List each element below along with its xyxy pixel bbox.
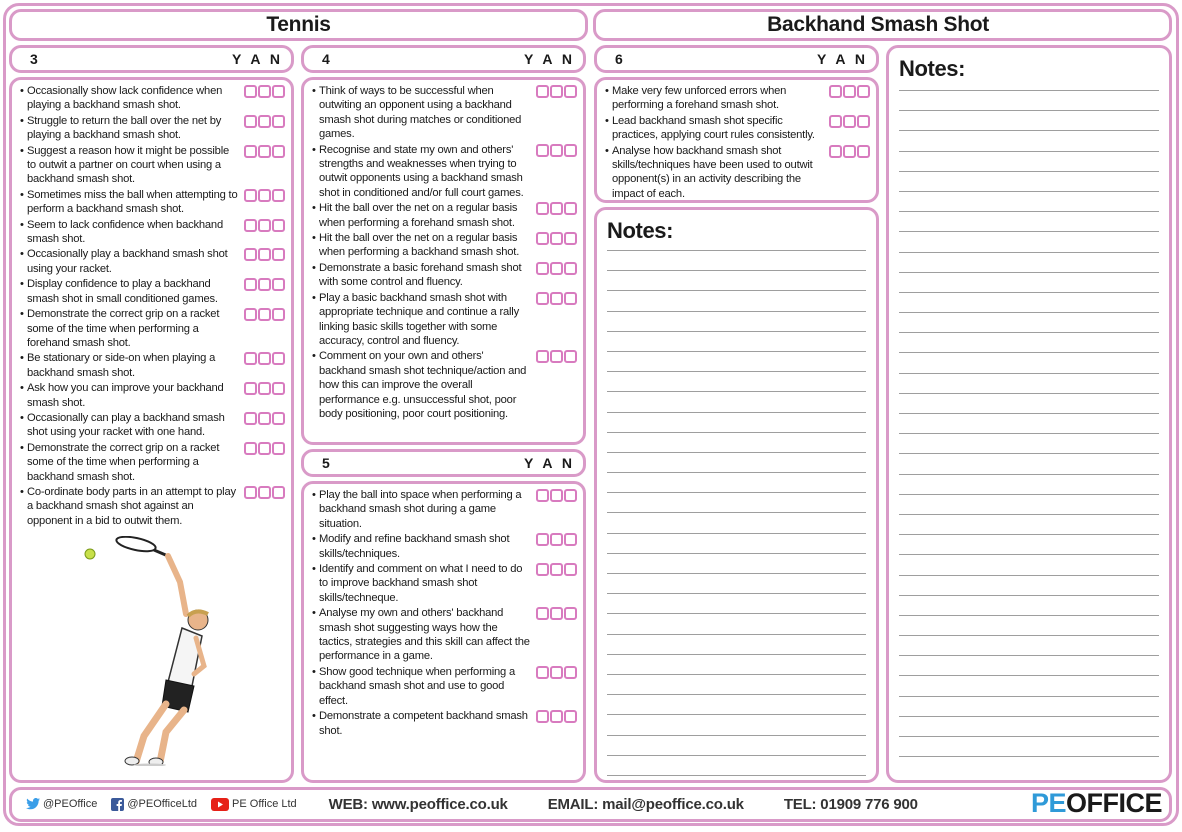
checkbox-almost[interactable] bbox=[843, 115, 856, 128]
criterion-row bbox=[312, 665, 577, 708]
note-line[interactable] bbox=[899, 393, 1159, 394]
level6-list bbox=[597, 80, 876, 201]
criterion-text: • Analyse how backhand smash shot skills/techniques have been used to outwit opponent(s) in an activity describing the impact of each. bbox=[605, 144, 825, 202]
criterion-row bbox=[605, 84, 870, 113]
checkbox-yes[interactable] bbox=[536, 666, 549, 679]
level5-list bbox=[304, 484, 583, 738]
level6-panel bbox=[594, 77, 879, 203]
checkbox-no[interactable] bbox=[272, 85, 285, 98]
note-line[interactable] bbox=[607, 735, 866, 736]
criterion-row bbox=[605, 114, 870, 143]
criterion-row bbox=[312, 349, 577, 421]
yan-checkboxes bbox=[536, 202, 577, 215]
note-line[interactable] bbox=[607, 755, 866, 756]
yan-checkboxes bbox=[536, 489, 577, 502]
criterion-text: • Seem to lack confidence when backhand smash shot. bbox=[20, 218, 240, 247]
criterion-text: • Occasionally play a backhand smash shot using your racket. bbox=[20, 247, 240, 276]
checkbox-no[interactable] bbox=[564, 533, 577, 546]
note-line[interactable] bbox=[899, 231, 1159, 232]
note-line[interactable] bbox=[899, 110, 1159, 111]
checkbox-no[interactable] bbox=[272, 278, 285, 291]
yan-checkboxes bbox=[244, 442, 285, 455]
criterion-text: • Demonstrate the correct grip on a racket some of the time when performing a backhand smash shot. bbox=[20, 441, 240, 484]
criterion-row bbox=[312, 532, 577, 561]
note-line[interactable] bbox=[607, 432, 866, 433]
checkbox-no[interactable] bbox=[272, 219, 285, 232]
criterion-row bbox=[20, 218, 285, 247]
level5-panel bbox=[301, 481, 586, 783]
criterion-text: • Demonstrate a basic forehand smash shot with some control and fluency. bbox=[312, 261, 532, 290]
note-line[interactable] bbox=[607, 714, 866, 715]
note-line[interactable] bbox=[607, 311, 866, 312]
note-line[interactable] bbox=[899, 191, 1159, 192]
checkbox-no[interactable] bbox=[272, 308, 285, 321]
level4-list bbox=[304, 80, 583, 421]
checkbox-almost[interactable] bbox=[258, 442, 271, 455]
note-line[interactable] bbox=[899, 272, 1159, 273]
checkbox-no[interactable] bbox=[564, 292, 577, 305]
tennis-player-illustration bbox=[84, 536, 224, 766]
note-line[interactable] bbox=[899, 211, 1159, 212]
checkbox-no[interactable] bbox=[857, 85, 870, 98]
checkbox-almost[interactable] bbox=[550, 666, 563, 679]
criterion-text: • Ask how you can improve your backhand smash shot. bbox=[20, 381, 240, 410]
note-line[interactable] bbox=[899, 130, 1159, 131]
note-line[interactable] bbox=[899, 373, 1159, 374]
note-line[interactable] bbox=[607, 775, 866, 776]
note-line[interactable] bbox=[899, 494, 1159, 495]
checkbox-yes[interactable] bbox=[244, 486, 257, 499]
yan-checkboxes bbox=[244, 219, 285, 232]
checkbox-yes[interactable] bbox=[829, 115, 842, 128]
yan-checkboxes bbox=[536, 563, 577, 576]
note-line[interactable] bbox=[899, 453, 1159, 454]
note-line[interactable] bbox=[899, 534, 1159, 535]
notes-title-right: Notes: bbox=[899, 56, 966, 81]
checkbox-almost[interactable] bbox=[550, 232, 563, 245]
yan-checkboxes bbox=[536, 144, 577, 157]
checkbox-almost[interactable] bbox=[258, 308, 271, 321]
twitter-link[interactable] bbox=[26, 798, 97, 810]
note-line[interactable] bbox=[607, 371, 866, 372]
criterion-row bbox=[312, 606, 577, 664]
yan-checkboxes bbox=[244, 352, 285, 365]
checkbox-no[interactable] bbox=[564, 489, 577, 502]
checkbox-yes[interactable] bbox=[244, 412, 257, 425]
checkbox-yes[interactable] bbox=[244, 278, 257, 291]
criterion-text: • Lead backhand smash shot specific practices, applying court rules consistently. bbox=[605, 114, 825, 143]
note-line[interactable] bbox=[899, 514, 1159, 515]
note-line[interactable] bbox=[899, 90, 1159, 91]
criterion-text: • Demonstrate a competent backhand smash shot. bbox=[312, 709, 532, 738]
yan-checkboxes bbox=[244, 85, 285, 98]
note-line[interactable] bbox=[607, 553, 866, 554]
criterion-row bbox=[20, 84, 285, 113]
telephone: TEL: 01909 776 900 bbox=[783, 795, 918, 813]
level3-number: 3 bbox=[30, 51, 38, 67]
level6-number: 6 bbox=[615, 51, 623, 67]
criterion-row bbox=[312, 143, 577, 201]
checkbox-yes[interactable] bbox=[536, 563, 549, 576]
note-line[interactable] bbox=[899, 332, 1159, 333]
checkbox-no[interactable] bbox=[564, 232, 577, 245]
checkbox-almost[interactable] bbox=[550, 533, 563, 546]
criterion-row bbox=[20, 411, 285, 440]
yan-checkboxes bbox=[829, 115, 870, 128]
criterion-row bbox=[312, 84, 577, 142]
note-line[interactable] bbox=[899, 696, 1159, 697]
criterion-text: • Think of ways to be successful when outwiting an opponent using a backhand smash shot during matches or conditioned games. bbox=[312, 84, 532, 142]
facebook-handle: @PEOfficeLtd bbox=[127, 798, 198, 810]
note-line[interactable] bbox=[607, 452, 866, 453]
website[interactable]: WEB: www.peoffice.co.uk bbox=[328, 795, 508, 813]
criterion-text: • Display confidence to play a backhand smash shot in small conditioned games. bbox=[20, 277, 240, 306]
criterion-text: • Suggest a reason how it might be possible to outwit a partner on court when using a backhand smash shot. bbox=[20, 144, 240, 187]
checkbox-almost[interactable] bbox=[550, 563, 563, 576]
criterion-row bbox=[20, 441, 285, 484]
note-line[interactable] bbox=[607, 593, 866, 594]
checkbox-almost[interactable] bbox=[258, 382, 271, 395]
yan-checkboxes bbox=[244, 308, 285, 321]
peoffice-logo: PEOFFICE bbox=[1030, 788, 1162, 818]
note-line[interactable] bbox=[899, 413, 1159, 414]
checkbox-almost[interactable] bbox=[843, 85, 856, 98]
checkbox-yes[interactable] bbox=[244, 145, 257, 158]
checkbox-yes[interactable] bbox=[244, 189, 257, 202]
skill-title: Backhand Smash Shot bbox=[767, 13, 989, 36]
footer bbox=[8, 786, 1174, 822]
checkbox-no[interactable] bbox=[564, 563, 577, 576]
note-line[interactable] bbox=[899, 252, 1159, 253]
yan-checkboxes bbox=[244, 145, 285, 158]
checkbox-yes[interactable] bbox=[536, 202, 549, 215]
checkbox-almost[interactable] bbox=[550, 710, 563, 723]
note-line[interactable] bbox=[607, 331, 866, 332]
checkbox-yes[interactable] bbox=[244, 115, 257, 128]
level4-number: 4 bbox=[322, 51, 330, 67]
level5-header bbox=[301, 449, 586, 477]
checkbox-no[interactable] bbox=[564, 85, 577, 98]
checkbox-yes[interactable] bbox=[244, 308, 257, 321]
level6-header bbox=[594, 45, 879, 73]
criterion-row bbox=[20, 188, 285, 217]
criterion-text: • Play a basic backhand smash shot with appropriate technique and continue a rally linking basic skills together with some accuracy, control and fluency. bbox=[312, 291, 532, 349]
checkbox-almost[interactable] bbox=[550, 144, 563, 157]
checkbox-almost[interactable] bbox=[550, 202, 563, 215]
note-line[interactable] bbox=[607, 694, 866, 695]
notes-lines-middle bbox=[607, 250, 866, 776]
checkbox-yes[interactable] bbox=[244, 248, 257, 261]
checkbox-yes[interactable] bbox=[536, 533, 549, 546]
notes-panel-middle bbox=[594, 207, 879, 783]
level4-yan: Y A N bbox=[523, 51, 575, 67]
checkbox-yes[interactable] bbox=[536, 607, 549, 620]
note-line[interactable] bbox=[899, 615, 1159, 616]
criterion-text: • Recognise and state my own and others' strengths and weaknesses when trying to outwit opponents using a backhand smash shot in conditioned and/or full court games. bbox=[312, 143, 532, 201]
checkbox-almost[interactable] bbox=[843, 145, 856, 158]
checkbox-yes[interactable] bbox=[244, 382, 257, 395]
yan-checkboxes bbox=[536, 666, 577, 679]
criterion-text: • Be stationary or side-on when playing a backhand smash shot. bbox=[20, 351, 240, 380]
note-line[interactable] bbox=[899, 292, 1159, 293]
note-line[interactable] bbox=[899, 736, 1159, 737]
criterion-row bbox=[312, 201, 577, 230]
checkbox-no[interactable] bbox=[564, 710, 577, 723]
checkbox-no[interactable] bbox=[272, 442, 285, 455]
checkbox-almost[interactable] bbox=[258, 219, 271, 232]
note-line[interactable] bbox=[607, 533, 866, 534]
note-line[interactable] bbox=[607, 412, 866, 413]
checkbox-almost[interactable] bbox=[258, 248, 271, 261]
note-line[interactable] bbox=[899, 595, 1159, 596]
yan-checkboxes bbox=[244, 278, 285, 291]
note-line[interactable] bbox=[899, 433, 1159, 434]
yan-checkboxes bbox=[244, 248, 285, 261]
checkbox-yes[interactable] bbox=[536, 292, 549, 305]
yan-checkboxes bbox=[829, 85, 870, 98]
note-line[interactable] bbox=[899, 474, 1159, 475]
twitter-icon bbox=[26, 798, 40, 810]
yan-checkboxes bbox=[536, 292, 577, 305]
note-line[interactable] bbox=[607, 250, 866, 251]
criterion-row bbox=[20, 144, 285, 187]
level6-yan: Y A N bbox=[816, 51, 868, 67]
level3-header bbox=[9, 45, 294, 73]
yan-checkboxes bbox=[244, 486, 285, 499]
youtube-link[interactable] bbox=[211, 798, 297, 811]
checkbox-yes[interactable] bbox=[244, 352, 257, 365]
criterion-text: • Co-ordinate body parts in an attempt to play a backhand smash shot against an opponent in a bid to outwit them. bbox=[20, 485, 240, 528]
yan-checkboxes bbox=[244, 382, 285, 395]
yan-checkboxes bbox=[536, 232, 577, 245]
checkbox-almost[interactable] bbox=[550, 85, 563, 98]
yan-checkboxes bbox=[536, 607, 577, 620]
note-line[interactable] bbox=[899, 716, 1159, 717]
checkbox-no[interactable] bbox=[272, 248, 285, 261]
checkbox-yes[interactable] bbox=[536, 489, 549, 502]
checkbox-almost[interactable] bbox=[258, 145, 271, 158]
checkbox-yes[interactable] bbox=[536, 710, 549, 723]
criterion-row bbox=[312, 261, 577, 290]
note-line[interactable] bbox=[607, 613, 866, 614]
criterion-text: • Comment on your own and others' backhand smash shot technique/action and how this can improve the overall performance e.g. unsuccessful shot, poor body positioning, poor court positioning. bbox=[312, 349, 532, 421]
yan-checkboxes bbox=[536, 262, 577, 275]
criterion-text: • Play the ball into space when performing a backhand smash shot during a game situation. bbox=[312, 488, 532, 531]
level4-header bbox=[301, 45, 586, 73]
note-line[interactable] bbox=[899, 635, 1159, 636]
criterion-row bbox=[20, 114, 285, 143]
youtube-icon bbox=[211, 798, 229, 811]
email[interactable]: EMAIL: mail@peoffice.co.uk bbox=[547, 795, 744, 813]
criterion-row bbox=[20, 277, 285, 306]
checkbox-yes[interactable] bbox=[536, 232, 549, 245]
yan-checkboxes bbox=[244, 412, 285, 425]
note-line[interactable] bbox=[899, 151, 1159, 152]
criterion-text: • Sometimes miss the ball when attempting to perform a backhand smash shot. bbox=[20, 188, 240, 217]
note-line[interactable] bbox=[607, 654, 866, 655]
checkbox-no[interactable] bbox=[272, 486, 285, 499]
note-line[interactable] bbox=[899, 575, 1159, 576]
checkbox-almost[interactable] bbox=[258, 352, 271, 365]
criterion-text: • Modify and refine backhand smash shot skills/techniques. bbox=[312, 532, 532, 561]
checkbox-no[interactable] bbox=[272, 115, 285, 128]
note-line[interactable] bbox=[607, 391, 866, 392]
checkbox-almost[interactable] bbox=[258, 115, 271, 128]
checkbox-almost[interactable] bbox=[258, 85, 271, 98]
checkbox-yes[interactable] bbox=[536, 262, 549, 275]
checkbox-yes[interactable] bbox=[536, 85, 549, 98]
level3-panel bbox=[9, 77, 294, 783]
level3-yan: Y A N bbox=[231, 51, 283, 67]
facebook-link[interactable] bbox=[111, 798, 197, 811]
criterion-row bbox=[605, 144, 870, 202]
criterion-row bbox=[312, 709, 577, 738]
checkbox-yes[interactable] bbox=[244, 219, 257, 232]
note-line[interactable] bbox=[899, 171, 1159, 172]
criterion-text: • Analyse my own and others' backhand smash shot suggesting ways how the tactics, strategies and this skill can affect the performance in a game. bbox=[312, 606, 532, 664]
note-line[interactable] bbox=[607, 472, 866, 473]
checkbox-almost[interactable] bbox=[258, 278, 271, 291]
level4-panel bbox=[301, 77, 586, 445]
skill-title-box bbox=[593, 9, 1172, 41]
note-line[interactable] bbox=[899, 675, 1159, 676]
note-line[interactable] bbox=[607, 674, 866, 675]
criterion-text: • Demonstrate the correct grip on a racket some of the time when performing a forehand smash shot. bbox=[20, 307, 240, 350]
checkbox-almost[interactable] bbox=[550, 489, 563, 502]
note-line[interactable] bbox=[899, 312, 1159, 313]
yan-checkboxes bbox=[244, 189, 285, 202]
criterion-row bbox=[312, 562, 577, 605]
note-line[interactable] bbox=[607, 492, 866, 493]
checkbox-no[interactable] bbox=[564, 262, 577, 275]
note-line[interactable] bbox=[899, 352, 1159, 353]
checkbox-almost[interactable] bbox=[550, 292, 563, 305]
checkbox-no[interactable] bbox=[564, 144, 577, 157]
checkbox-almost[interactable] bbox=[550, 607, 563, 620]
notes-panel-right bbox=[886, 45, 1172, 783]
checkbox-almost[interactable] bbox=[258, 412, 271, 425]
note-line[interactable] bbox=[607, 270, 866, 271]
checkbox-no[interactable] bbox=[272, 352, 285, 365]
note-line[interactable] bbox=[607, 512, 866, 513]
criterion-text: • Occasionally show lack confidence when playing a backhand smash shot. bbox=[20, 84, 240, 113]
criterion-row bbox=[312, 231, 577, 260]
note-line[interactable] bbox=[899, 756, 1159, 757]
criterion-row bbox=[20, 247, 285, 276]
checkbox-no[interactable] bbox=[564, 607, 577, 620]
note-line[interactable] bbox=[607, 351, 866, 352]
facebook-icon bbox=[111, 798, 124, 811]
note-line[interactable] bbox=[899, 554, 1159, 555]
checkbox-almost[interactable] bbox=[258, 189, 271, 202]
criterion-text: • Struggle to return the ball over the net by playing a backhand smash shot. bbox=[20, 114, 240, 143]
checkbox-yes[interactable] bbox=[244, 85, 257, 98]
note-line[interactable] bbox=[607, 634, 866, 635]
criterion-row bbox=[20, 381, 285, 410]
criterion-text: • Hit the ball over the net on a regular basis when performing a forehand smash shot. bbox=[312, 201, 532, 230]
checkbox-yes[interactable] bbox=[829, 85, 842, 98]
yan-checkboxes bbox=[536, 710, 577, 723]
checkbox-no[interactable] bbox=[272, 145, 285, 158]
checkbox-yes[interactable] bbox=[829, 145, 842, 158]
criterion-text: • Hit the ball over the net on a regular basis when performing a backhand smash shot. bbox=[312, 231, 532, 260]
criterion-row bbox=[20, 307, 285, 350]
criterion-text: • Show good technique when performing a backhand smash shot and use to good effect. bbox=[312, 665, 532, 708]
level3-list bbox=[12, 80, 291, 528]
notes-title-middle: Notes: bbox=[607, 218, 674, 243]
checkbox-no[interactable] bbox=[272, 189, 285, 202]
youtube-channel: PE Office Ltd bbox=[232, 798, 297, 810]
checkbox-no[interactable] bbox=[857, 115, 870, 128]
checkbox-yes[interactable] bbox=[536, 144, 549, 157]
note-line[interactable] bbox=[607, 573, 866, 574]
yan-checkboxes bbox=[829, 145, 870, 158]
notes-lines-right bbox=[899, 90, 1159, 757]
criterion-text: • Occasionally can play a backhand smash shot using your racket with one hand. bbox=[20, 411, 240, 440]
checkbox-no[interactable] bbox=[564, 666, 577, 679]
criterion-row bbox=[312, 291, 577, 349]
criterion-row bbox=[20, 351, 285, 380]
criterion-text: • Make very few unforced errors when performing a forehand smash shot. bbox=[605, 84, 825, 113]
checkbox-almost[interactable] bbox=[258, 486, 271, 499]
yan-checkboxes bbox=[244, 115, 285, 128]
checkbox-almost[interactable] bbox=[550, 350, 563, 363]
checkbox-almost[interactable] bbox=[550, 262, 563, 275]
checkbox-no[interactable] bbox=[857, 145, 870, 158]
checkbox-no[interactable] bbox=[564, 202, 577, 215]
criterion-row bbox=[312, 488, 577, 531]
checkbox-no[interactable] bbox=[564, 350, 577, 363]
note-line[interactable] bbox=[899, 655, 1159, 656]
yan-checkboxes bbox=[536, 350, 577, 363]
criterion-text: • Identify and comment on what I need to do to improve backhand smash shot skills/techneque. bbox=[312, 562, 532, 605]
level5-number: 5 bbox=[322, 455, 330, 471]
yan-checkboxes bbox=[536, 85, 577, 98]
yan-checkboxes bbox=[536, 533, 577, 546]
checkbox-no[interactable] bbox=[272, 382, 285, 395]
note-line[interactable] bbox=[607, 290, 866, 291]
criterion-row bbox=[20, 485, 285, 528]
level5-yan: Y A N bbox=[523, 455, 575, 471]
sport-title: Tennis bbox=[266, 13, 331, 36]
checkbox-yes[interactable] bbox=[244, 442, 257, 455]
sport-title-box bbox=[9, 9, 588, 41]
twitter-handle: @PEOffice bbox=[43, 798, 98, 810]
checkbox-no[interactable] bbox=[272, 412, 285, 425]
checkbox-yes[interactable] bbox=[536, 350, 549, 363]
